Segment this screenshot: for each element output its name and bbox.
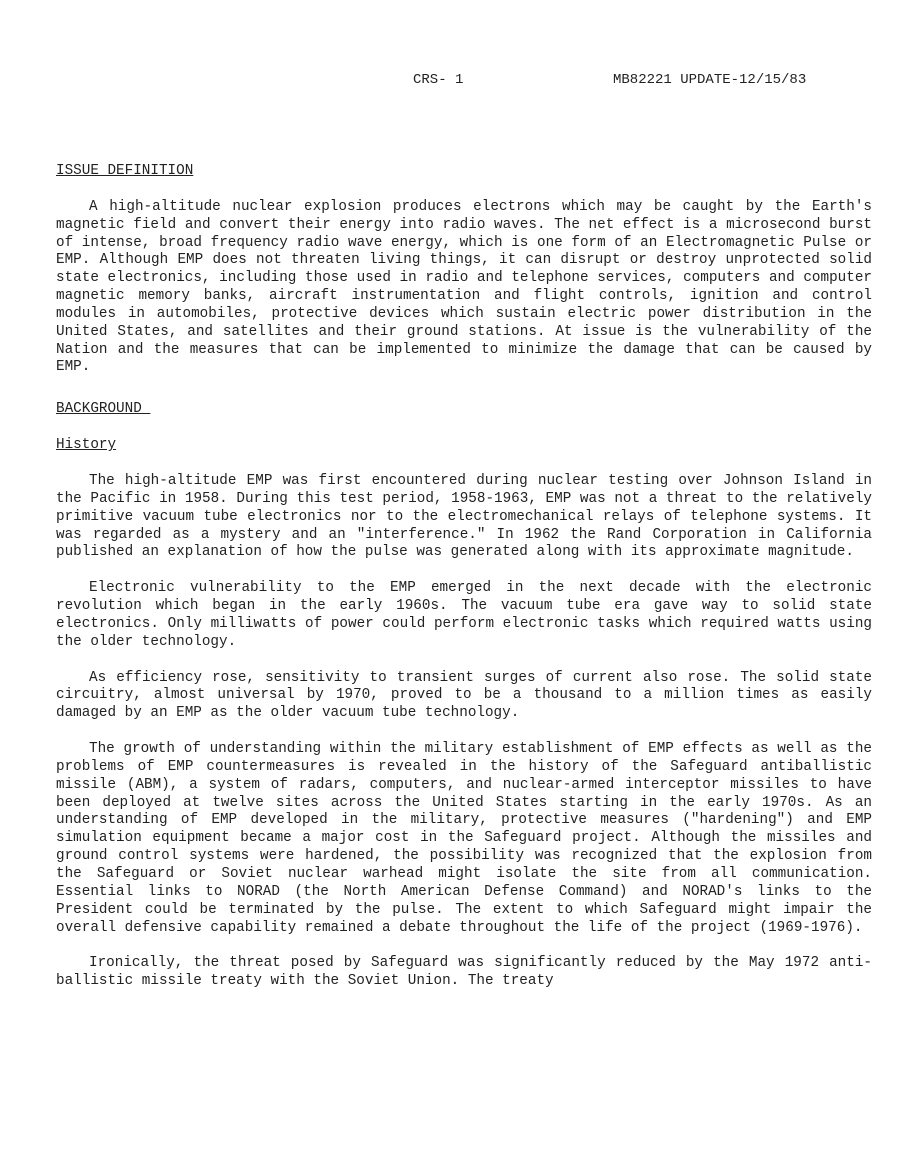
crs-page-number: CRS- 1 [413,72,464,88]
paragraph-history-2: Electronic vulnerability to the EMP emerged in the next decade with the electronic revolution which began in the early 1960s. The vacuum tube era gave way to solid state electronics. Only milliwatts of power could perform electronic tasks which required watts using the older technology. [56,580,872,650]
paragraph-issue-definition: A high-altitude nuclear explosion produces electrons which may be caught by the Earth's magnetic field and convert their energy into radio waves. The net effect is a microsecond burst of intense, broad frequency radio wave energy, which is one form of an Electromagnetic Pulse or EMP. Although EMP does not threaten living things, it can disrupt or destroy unprotected solid state electronics, including those used in radio and telephone services, computers and computer magnetic memory banks, aircraft instrumentation and flight controls, ignition and control modules in automobiles, protective devices which sustain electric power distribution in the United States, and satellites and their ground stations. At issue is the vulnerability of the Nation and the measures that can be implemented to minimize the damage that can be caused by EMP. [56,198,872,376]
paragraph-history-5: Ironically, the threat posed by Safeguard was significantly reduced by the May 1972 anti-ballistic missile treaty with the Soviet Union. The treaty [56,955,872,990]
heading-issue-definition: ISSUE DEFINITION [56,163,194,179]
heading-background: BACKGROUND [56,401,151,418]
document-body [56,163,872,1009]
paragraph-history-4: The growth of understanding within the military establishment of EMP effects as well as the problems of EMP countermeasures is revealed in the history of the Safeguard antiballistic missile (ABM), a system of radars, computers, and nuclear-armed interceptor missiles to have been deployed at twelve sites across the United States starting in the early 1970s. As an understanding of EMP developed in the military, protective measures ("hardening") and EMP simulation equipment became a major cost in the Safeguard project. Although the missiles and ground control systems were hardened, the possibility was recognized that the explosion from the Safeguard or Soviet nuclear warhead might isolate the site from all communication. Essential links to NORAD (the North American Defense Command) and NORAD's links to the President could be terminated by the pulse. The extent to which Safeguard might impair the overall defensive capability remained a debate throughout the life of the project (1969-1976). [56,741,872,936]
page-header [0,72,920,92]
paragraph-history-3: As efficiency rose, sensitivity to transient surges of current also rose. The solid state circuitry, almost universal by 1970, proved to be a thousand to a million times as easily damaged by an EMP as the older vacuum tube technology. [56,669,872,722]
report-id-update-date: MB82221 UPDATE-12/15/83 [613,72,807,88]
heading-history: History [56,437,117,454]
paragraph-history-1: The high-altitude EMP was first encountered during nuclear testing over Johnson Island in the Pacific in 1958. During this test period, 1958-1963, EMP was not a threat to the relatively primitive vacuum tube electronics nor to the electromechanical relays of telephone systems. It was regarded as a mystery and an "interference." In 1962 the Rand Corporation in California published an explanation of how the pulse was generated along with its approximate magnitude. [56,472,872,561]
